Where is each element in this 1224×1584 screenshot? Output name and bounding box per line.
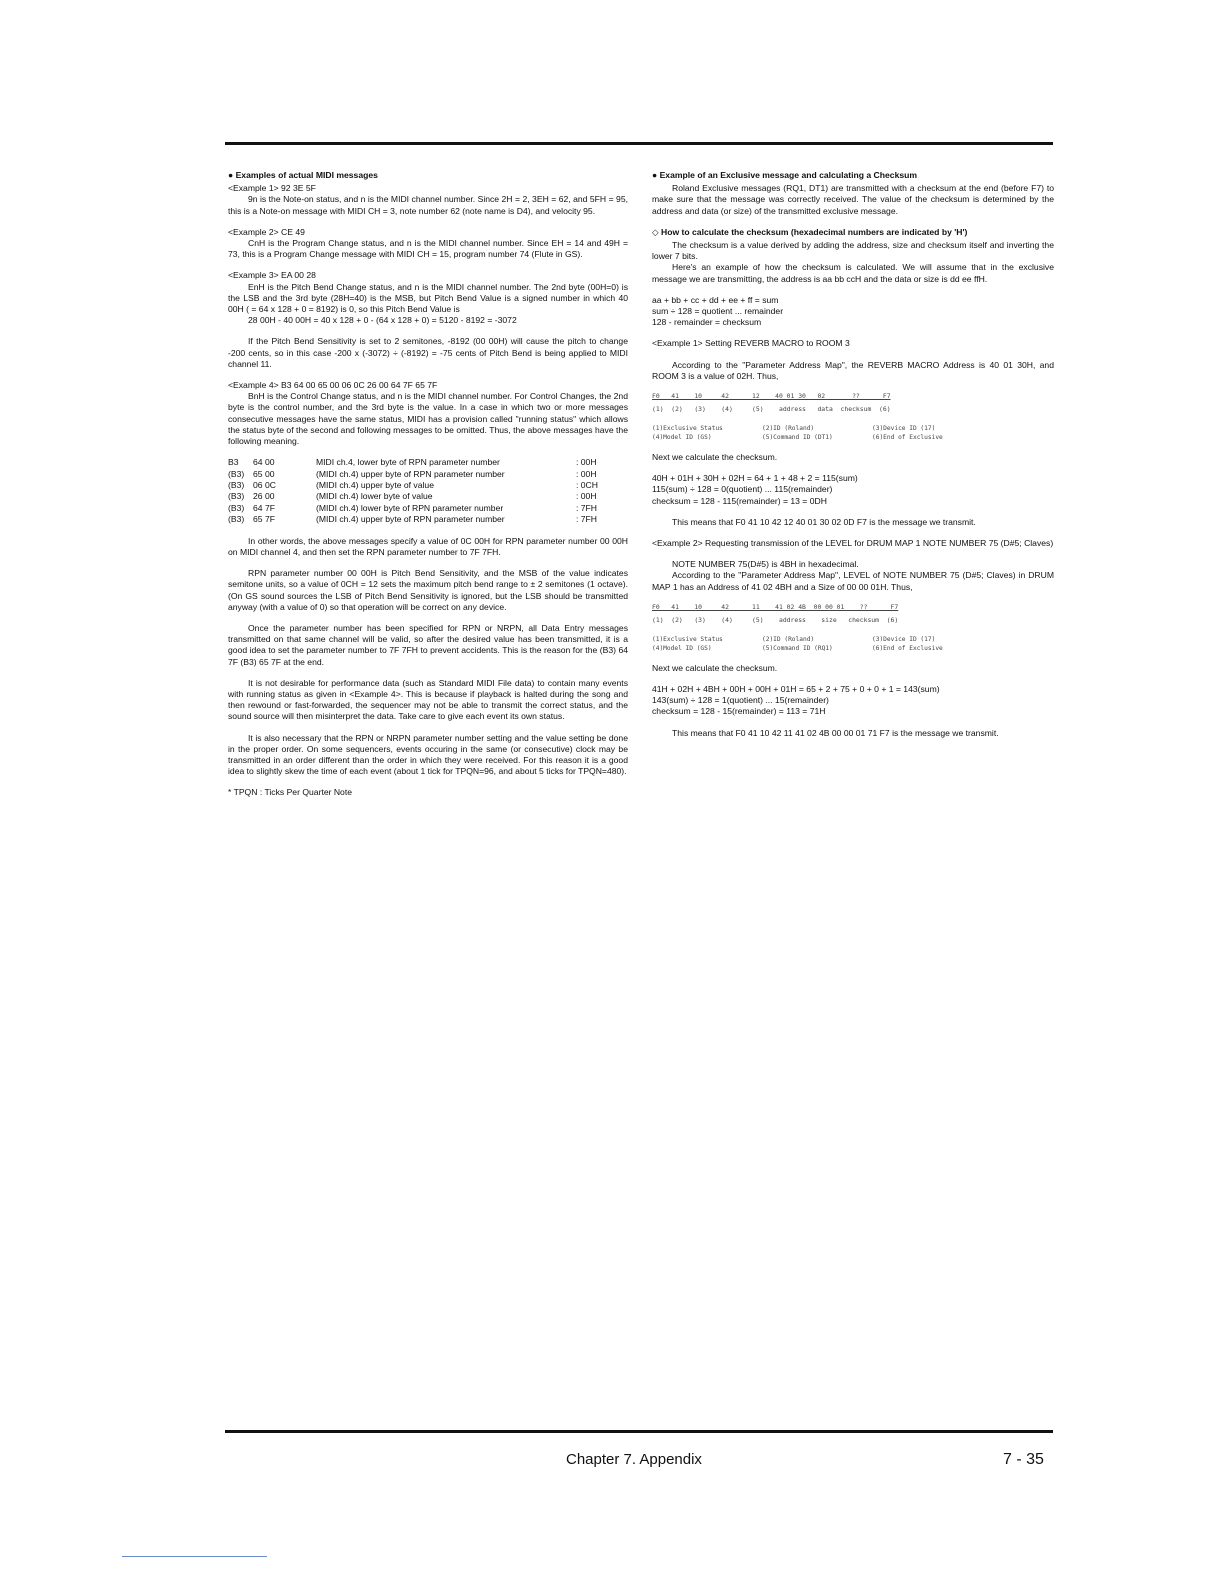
checksum-body-1: The checksum is a value derived by adding the address, size and checksum itself and inverting the lower 7 bits. [652, 240, 1054, 262]
status-cell: (B3) [228, 502, 245, 513]
paragraph-rpn-parameter: RPN parameter number 00 00H is Pitch Bend Sensitivity, and the MSB of the value indicates semitone units, so a value of 0CH = 12 sets the maximum pitch bend range to ± 2 semitones (1 octave). (On GS sound sources the LSB of Pitch Bend Sensitivity is ignored, but the LSB should be transmitted anyway (with a value of 0) so that operation will be correct on any device. [228, 568, 628, 612]
table-row [228, 469, 608, 480]
formula-quotient: sum ÷ 128 = quotient ... remainder [652, 306, 784, 317]
calc-1-quotient: 115(sum) ÷ 128 = 0(quotient) ... 115(remainder) [652, 484, 833, 495]
status-cell: (B3) [228, 480, 245, 491]
table-row [228, 491, 608, 502]
legend-item: (4)Model ID (GS) [652, 434, 712, 442]
rpn-message-table [228, 457, 608, 525]
table-row [228, 514, 608, 525]
bytes-cell: 06 0C [253, 480, 276, 491]
description-cell: MIDI ch.4, lower byte of RPN parameter number [316, 457, 500, 468]
value-cell: : 00H [576, 468, 597, 479]
legend-item: (2)ID (Roland) [762, 425, 815, 433]
subheading-checksum: ◇ How to calculate the checksum (hexadecimal numbers are indicated by 'H') [652, 226, 968, 237]
table-row [228, 457, 608, 468]
next-calculate-1: Next we calculate the checksum. [652, 452, 778, 463]
legend-item: (4)Model ID (GS) [652, 644, 712, 652]
value-cell: : 7FH [576, 514, 598, 525]
paragraph-once-parameter: Once the parameter number has been specified for RPN or NRPN, all Data Entry messages transmitted on that same channel will be valid, so after the desired value has been transmitted, it is a good idea to set the parameter number to 7F 7FH to prevent accidents. This is the reason for the (B3) 64 7F (B3) 65 7F at the end. [228, 622, 628, 667]
message-legend-2 [652, 635, 1054, 653]
legend-item: (5)Command ID (RQ1) [762, 644, 833, 652]
calc-1-checksum: checksum = 128 - 115(remainder) = 13 = 0DH [652, 495, 827, 506]
top-rule [225, 142, 1053, 145]
scan-edge-line [122, 1556, 267, 1557]
legend-item: (6)End of Exclusive [872, 644, 943, 652]
example-3-title: <Example 3> EA 00 28 [228, 270, 316, 281]
right-column [652, 170, 1054, 749]
calc-1-sum: 40H + 01H + 30H + 02H = 64 + 1 + 48 + 2 = 115(sum) [652, 473, 858, 484]
example-1-body: 9n is the Note-on status, and n is the MIDI channel number. Since 2H = 2, 3EH = 62, and 5FH = 95, this is a Note-on message with MIDI CH = 3, note number 62 (note name is D4), and velocity 95. [228, 194, 628, 216]
chapter-footer: Chapter 7. Appendix [566, 1451, 702, 1468]
left-column [228, 170, 628, 809]
example-1-title: <Example 1> 92 3E 5F [228, 183, 316, 194]
section-heading-exclusive: ● Example of an Exclusive message and calculating a Checksum [652, 170, 918, 180]
description-cell: (MIDI ch.4) lower byte of value [316, 491, 433, 502]
legend-item: (6)End of Exclusive [872, 434, 943, 442]
calc-2-sum: 41H + 02H + 4BH + 00H + 00H + 01H = 65 + 2 + 75 + 0 + 0 + 1 = 143(sum) [652, 684, 940, 695]
exclusive-example-2-body-2: According to the "Parameter Address Map", LEVEL of NOTE NUMBER 75 (D#5; Claves) in DRUM MAP 1 has an Address of 41 02 4BH and a Size of 00 00 01H. Thus, [652, 570, 1054, 592]
value-cell: : 0CH [576, 480, 598, 491]
message-bytes-2: F0 41 10 42 11 41 02 4B 00 00 01 ?? F7 [652, 602, 899, 611]
description-cell: (MIDI ch.4) upper byte of RPN parameter number [316, 514, 505, 525]
exclusive-example-2-body-1: NOTE NUMBER 75(D#5) is 4BH in hexadecimal. [672, 559, 859, 570]
bytes-cell: 26 00 [253, 491, 275, 502]
legend-item: (1)Exclusive Status [652, 635, 723, 643]
page-number: 7 - 35 [1003, 1451, 1044, 1468]
example-4-body: BnH is the Control Change status, and n is the MIDI channel number. For Control Changes, the 2nd byte is the control number, and the 3rd byte is the value. In a case in which two or more messages consecutive messages have the same status, MIDI has a provision called "running status" which allows the status byte of the second and following messages to be omitted. Thus, the above messages have the following meaning. [228, 391, 628, 447]
footnote-tpqn: * TPQN : Ticks Per Quarter Note [228, 787, 353, 798]
status-cell: (B3) [228, 491, 245, 502]
exclusive-intro: Roland Exclusive messages (RQ1, DT1) are transmitted with a checksum at the end (before F7) to make sure that the message was correctly received. The value of the checksum is determined by the address and data (or size) of the transmitted exclusive message. [652, 183, 1054, 216]
bytes-cell: 64 7F [253, 502, 275, 513]
exclusive-example-1-body: According to the "Parameter Address Map", the REVERB MACRO Address is 40 01 30H, and ROOM 3 is a value of 02H. Thus, [652, 359, 1054, 381]
message-bytes-1: F0 41 10 42 12 40 01 30 02 ?? F7 [652, 392, 891, 401]
formula-sum: aa + bb + cc + dd + ee + ff = sum [652, 294, 779, 305]
formula-checksum: 128 - remainder = checksum [652, 317, 762, 328]
description-cell: (MIDI ch.4) lower byte of RPN parameter number [316, 502, 504, 513]
bytes-cell: 65 7F [253, 514, 275, 525]
legend-item: (5)Command ID (DT1) [762, 434, 833, 442]
means-1: This means that F0 41 10 42 12 40 01 30 02 0D F7 is the message we transmit. [672, 516, 976, 527]
status-cell: (B3) [228, 514, 245, 525]
message-byte-labels-1: (1) (2) (3) (4) (5) address data checksum (6) [652, 405, 891, 414]
checksum-body-2: Here's an example of how the checksum is calculated. We will assume that in the exclusive message we are transmitting, the address is aa bb ccH and the data or size is dd ee ffH. [652, 262, 1054, 284]
legend-item: (3)Device ID (17) [872, 425, 936, 433]
example-3-body: EnH is the Pitch Bend Change status, and n is the MIDI channel number. The 2nd byte (00H=0) is the LSB and the 3rd byte (28H=40) is the MSB, but Pitch Bend Value is a signed number in which 40 00H ( = 64 x 128 + 0 = 8192) is 0, so this Pitch Bend Value is [228, 281, 628, 315]
legend-item: (3)Device ID (17) [872, 635, 936, 643]
paragraph-performance-data: It is not desirable for performance data (such as Standard MIDI File data) to contain many events with running status as given in <Example 4>. This is because if playback is halted during the song and then rewound or fast-forwarded, the sequencer may not be able to transmit the correct status, and the sound source will then misinterpret the data. Take care to give each event its own status. [228, 677, 628, 722]
calc-2-quotient: 143(sum) ÷ 128 = 1(quotient) ... 15(remainder) [652, 695, 829, 706]
description-cell: (MIDI ch.4) upper byte of value [316, 480, 434, 491]
status-cell: (B3) [228, 468, 245, 479]
paragraph-in-other-words: In other words, the above messages specify a value of 0C 00H for RPN parameter number 00 00H on MIDI channel 4, and then set the RPN parameter number to 7F 7FH. [228, 535, 628, 557]
section-heading-midi-examples: ● Examples of actual MIDI messages [228, 170, 378, 180]
bytes-cell: 65 00 [253, 468, 275, 479]
legend-item: (1)Exclusive Status [652, 425, 723, 433]
example-3-calculation: 28 00H - 40 00H = 40 x 128 + 0 - (64 x 128 + 0) = 5120 - 8192 = -3072 [248, 315, 517, 326]
status-cell: B3 [228, 457, 239, 468]
example-3-note: If the Pitch Bend Sensitivity is set to 2 semitones, -8192 (00 00H) will cause the pitch to change -200 cents, so in this case -200 x (-3072) ÷ (-8192) = -75 cents of Pitch Bend is being applied to MIDI channel 11. [228, 336, 628, 369]
means-2: This means that F0 41 10 42 11 41 02 4B 00 00 01 71 F7 is the message we transmit. [672, 727, 999, 738]
bottom-rule [225, 1430, 1053, 1433]
table-row [228, 503, 608, 514]
table-row [228, 480, 608, 491]
legend-item: (2)ID (Roland) [762, 635, 815, 643]
bytes-cell: 64 00 [253, 457, 275, 468]
example-2-title: <Example 2> CE 49 [228, 226, 305, 237]
paragraph-order: It is also necessary that the RPN or NRPN parameter number setting and the value setting be done in the proper order. On some sequencers, events occuring in the same (or consecutive) clock may be transmitted in an order different than the order in which they were received. For this reason it is a good idea to slightly skew the time of each event (about 1 tick for TPQN=96, and about 5 ticks for TPQN=480). [228, 732, 628, 777]
message-legend-1 [652, 424, 1054, 442]
example-4-title: <Example 4> B3 64 00 65 00 06 0C 26 00 64 7F 65 7F [228, 380, 438, 391]
description-cell: (MIDI ch.4) upper byte of RPN parameter number [316, 468, 505, 479]
example-2-body: CnH is the Program Change status, and n is the MIDI channel number. Since EH = 14 and 49H = 73, this is a Program Change message with MIDI CH = 15, program number 74 (Flute in GS). [228, 238, 628, 260]
exclusive-example-2-title: <Example 2> Requesting transmission of the LEVEL for DRUM MAP 1 NOTE NUMBER 75 (D#5; Claves) [652, 538, 1054, 549]
calc-2-checksum: checksum = 128 - 15(remainder) = 113 = 71H [652, 706, 826, 717]
value-cell: : 00H [576, 491, 597, 502]
value-cell: : 7FH [576, 502, 598, 513]
exclusive-example-1-title: <Example 1> Setting REVERB MACRO to ROOM 3 [652, 338, 850, 349]
value-cell: : 00H [576, 457, 597, 468]
next-calculate-2: Next we calculate the checksum. [652, 662, 778, 673]
message-byte-labels-2: (1) (2) (3) (4) (5) address size checksum (6) [652, 615, 899, 624]
